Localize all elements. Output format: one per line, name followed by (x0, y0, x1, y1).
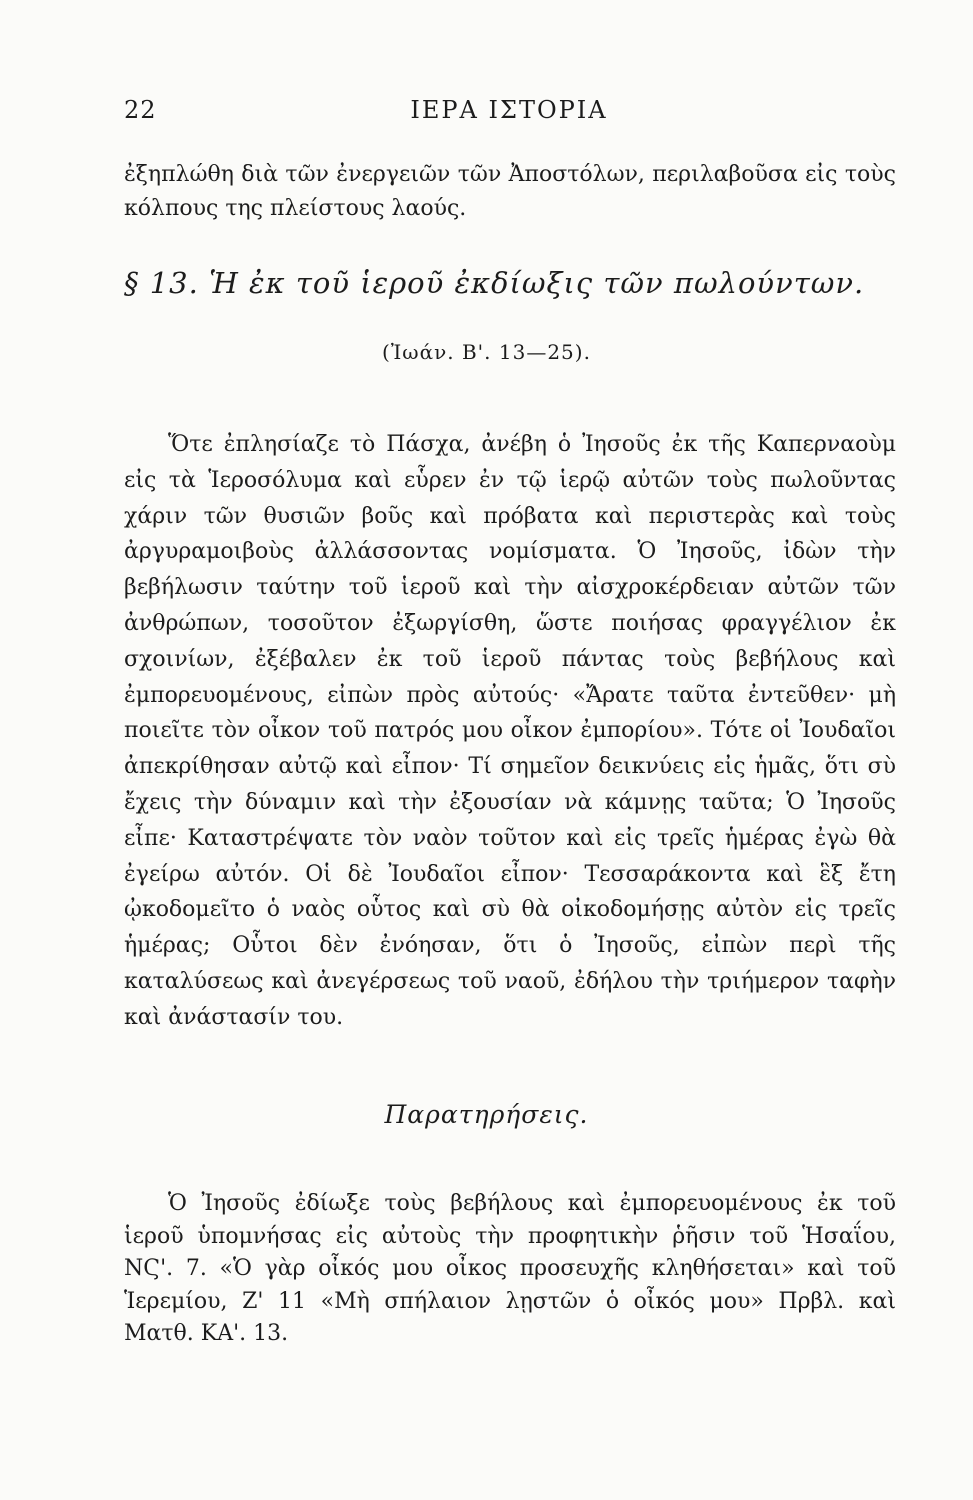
section-heading (124, 266, 896, 300)
scripture-reference: (Ἰωάν. Β'. 13—25). (382, 340, 591, 364)
section-number: § 13. (124, 266, 199, 300)
main-paragraph: Ὅτε ἐπλησίαζε τὸ Πάσχα, ἀνέβη ὁ Ἰησοῦς ἐκ τῆς Καπερναοὺμ εἰς τὰ Ἱεροσόλυμα καὶ εὗρεν ἐν τῷ ἱερῷ αὐτῶν τοὺς πωλοῦντας χάριν τῶν θυσιῶν βοῦς καὶ πρόβατα καὶ περιστερὰς καὶ τοὺς ἀργυραμοιβοὺς ἀλλάσσοντας νομίσματα. Ὁ Ἰησοῦς, ἰδὼν τὴν βεβήλωσιν ταύτην τοῦ ἱεροῦ καὶ τὴν αἰσχροκέρδειαν αὐτῶν τῶν ἀνθρώπων, τοσοῦτον ἐξωργίσθη, ὥστε ποιήσας φραγγέλιον ἐκ σχοινίων, ἐξέβαλεν ἐκ τοῦ ἱεροῦ πάντας τοὺς βεβήλους καὶ ἐμπορευομένους, εἰπὼν πρὸς αὐτούς· «Ἄρατε ταῦτα ἐντεῦθεν· μὴ ποιεῖτε τὸν οἶκον τοῦ πατρός μου οἶκον ἐμπορίου». Τότε οἱ Ἰουδαῖοι ἀπεκρίθησαν αὐτῷ καὶ εἶπον· Τί σημεῖον δεικνύεις εἰς ἡμᾶς, ὅτι σὺ ἔχεις τὴν δύναμιν καὶ τὴν ἐξουσίαν νὰ κάμνῃς ταῦτα; Ὁ Ἰησοῦς εἶπε· Καταστρέψατε τὸν ναὸν τοῦτον καὶ εἰς τρεῖς ἡμέρας ἐγὼ θὰ ἐγείρω αὐτόν. Οἱ δὲ Ἰουδαῖοι εἶπον· Τεσσαράκοντα καὶ ἓξ ἔτη ᾠκοδομεῖτο ὁ ναὸς οὗτος καὶ σὺ θὰ οἰκοδομήσῃς αὐτὸν εἰς τρεῖς ἡμέρας; Οὗτοι δὲν ἐνόησαν, ὅτι ὁ Ἰησοῦς, εἰπὼν περὶ τῆς καταλύσεως καὶ ἀνεγέρσεως τοῦ ναοῦ, ἐδήλου τὴν τριήμερον ταφὴν καὶ ἀνάστασίν του. (124, 432, 896, 1030)
page-number: 22 (124, 96, 157, 124)
running-title: ΙΕΡΑ ΙΣΤΟΡΙΑ (410, 96, 608, 124)
notes-heading: Παρατηρήσεις. (384, 1100, 589, 1129)
section-title: Ἡ ἐκ τοῦ ἱεροῦ ἐκδίωξις τῶν πωλούντων. (209, 266, 865, 300)
intro-paragraph: ἐξηπλώθη διὰ τῶν ἐνεργειῶν τῶν Ἀποστόλων, περιλαβοῦσα εἰς τοὺς κόλπους της πλείστους λαούς. (124, 162, 896, 221)
page-header (124, 96, 894, 136)
notes-paragraph: Ὁ Ἰησοῦς ἐδίωξε τοὺς βεβήλους καὶ ἐμπορευομένους ἐκ τοῦ ἱεροῦ ὑπομνήσας εἰς αὐτοὺς τὴν προφητικὴν ῥῆσιν τοῦ Ἡσαΐου, ΝϚ'. 7. «Ὁ γὰρ οἶκός μου οἶκος προσευχῆς κληθήσεται» καὶ τοῦ Ἱερεμίου, Ζ' 11 «Μὴ σπήλαιον λῃστῶν ὁ οἶκός μου» Πρβλ. καὶ Ματθ. ΚΑ'. 13. (124, 1191, 896, 1346)
